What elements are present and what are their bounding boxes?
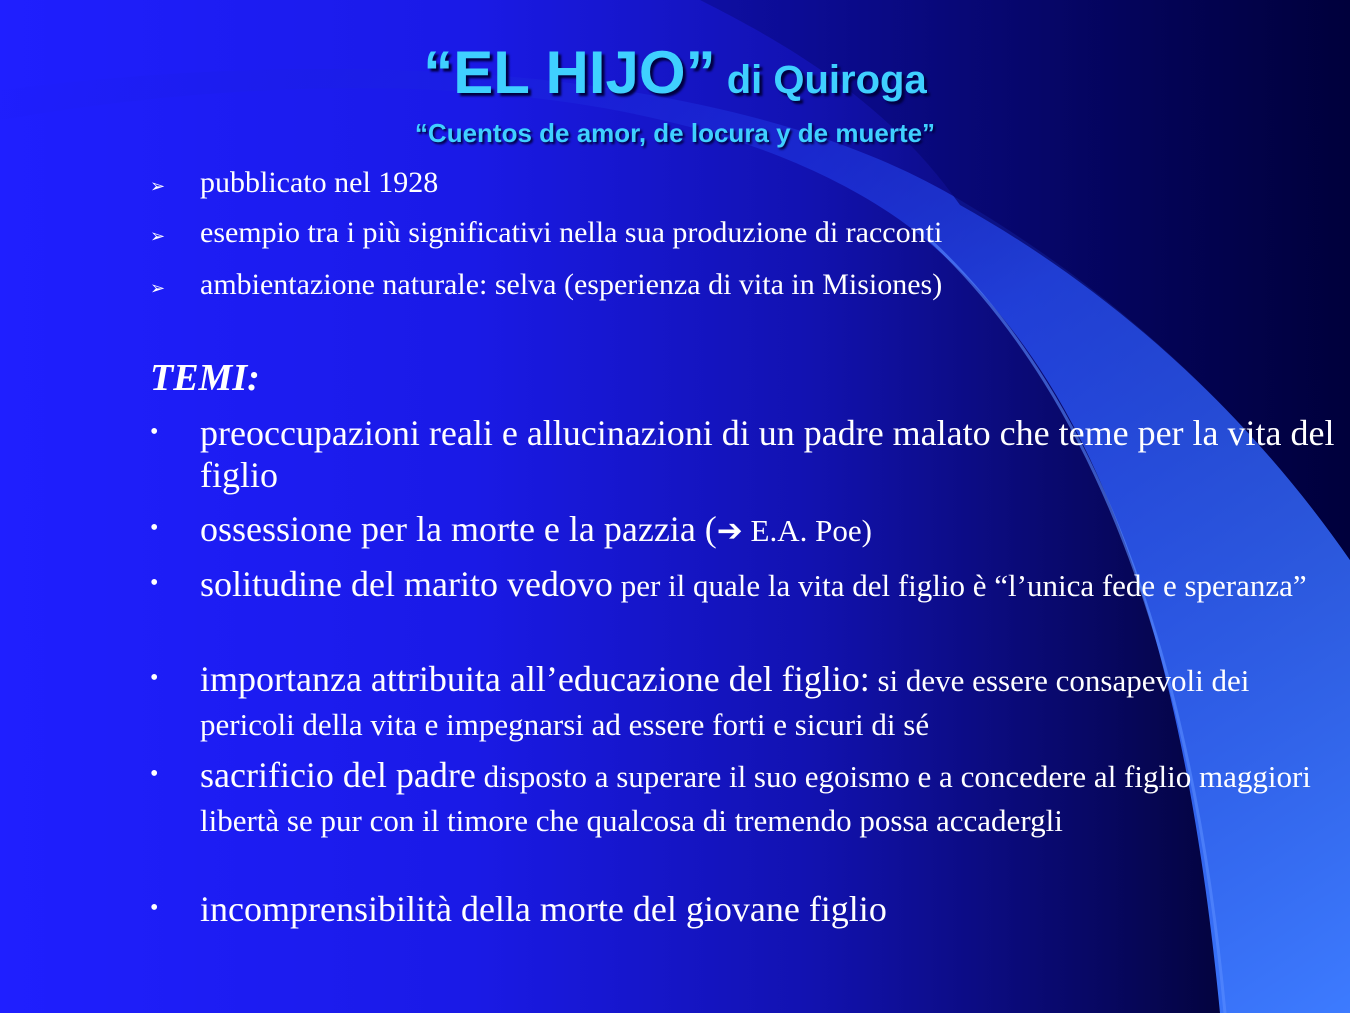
theme-text	[200, 508, 1340, 552]
arrow-right-icon: ➢	[150, 176, 166, 197]
dot-icon: •	[150, 419, 159, 445]
theme-item	[150, 412, 1340, 498]
dot-icon: •	[150, 515, 159, 541]
theme-lead: preoccupazioni reali e allucinazioni di un padre malato che teme per la vita del figlio	[200, 413, 1335, 495]
section-heading: TEMI:	[150, 357, 260, 399]
slide-subtitle: “Cuentos de amor, de locura y de muerte”	[414, 118, 936, 148]
theme-lead: solitudine del marito vedovo	[200, 564, 613, 604]
theme-lead: sacrificio del padre	[200, 755, 476, 795]
theme-item	[150, 563, 1340, 607]
intro-bullet	[150, 268, 942, 302]
theme-lead: importanza attribuita all’educazione del figlio:	[200, 659, 870, 699]
intro-bullet-text: pubblicato nel 1928	[200, 166, 439, 199]
intro-bullet	[150, 216, 942, 250]
theme-rest: per il quale la vita del figlio è “l’unica fede e speranza”	[612, 568, 1307, 603]
dot-icon: •	[150, 761, 159, 787]
theme-item	[150, 658, 1340, 746]
theme-text	[200, 563, 1340, 607]
theme-text	[200, 412, 1340, 498]
theme-lead: ossessione per la morte e la pazzia (	[200, 509, 717, 549]
title-sub: di Quiroga	[715, 58, 927, 102]
theme-rest: ➔ E.A. Poe)	[716, 513, 872, 548]
title-main: “EL HIJO”	[423, 39, 716, 106]
intro-bullet	[150, 166, 438, 200]
theme-item	[150, 508, 1340, 552]
dot-icon: •	[150, 895, 159, 921]
dot-icon: •	[150, 570, 159, 596]
theme-text	[200, 754, 1340, 842]
arrow-right-icon: ➢	[150, 278, 166, 299]
arrow-right-icon: ➢	[150, 226, 166, 247]
theme-rest: si deve essere consapevoli dei pericoli della vita e impegnarsi ad essere forti e sicuri di sé	[200, 663, 1250, 742]
theme-item	[150, 888, 1340, 932]
theme-item	[150, 754, 1340, 842]
dot-icon: •	[150, 665, 159, 691]
theme-rest: disposto a superare il suo egoismo e a concedere al figlio maggiori libertà se pur con il timore che qualcosa di tremendo possa accadergli	[200, 759, 1311, 838]
theme-lead: incomprensibilità della morte del giovane figlio	[200, 889, 887, 929]
intro-bullet-text: ambientazione naturale: selva (esperienza di vita in Misiones)	[200, 268, 943, 301]
theme-text	[200, 888, 1340, 932]
theme-text	[200, 658, 1340, 746]
intro-bullet-text: esempio tra i più significativi nella sua produzione di racconti	[200, 216, 943, 249]
